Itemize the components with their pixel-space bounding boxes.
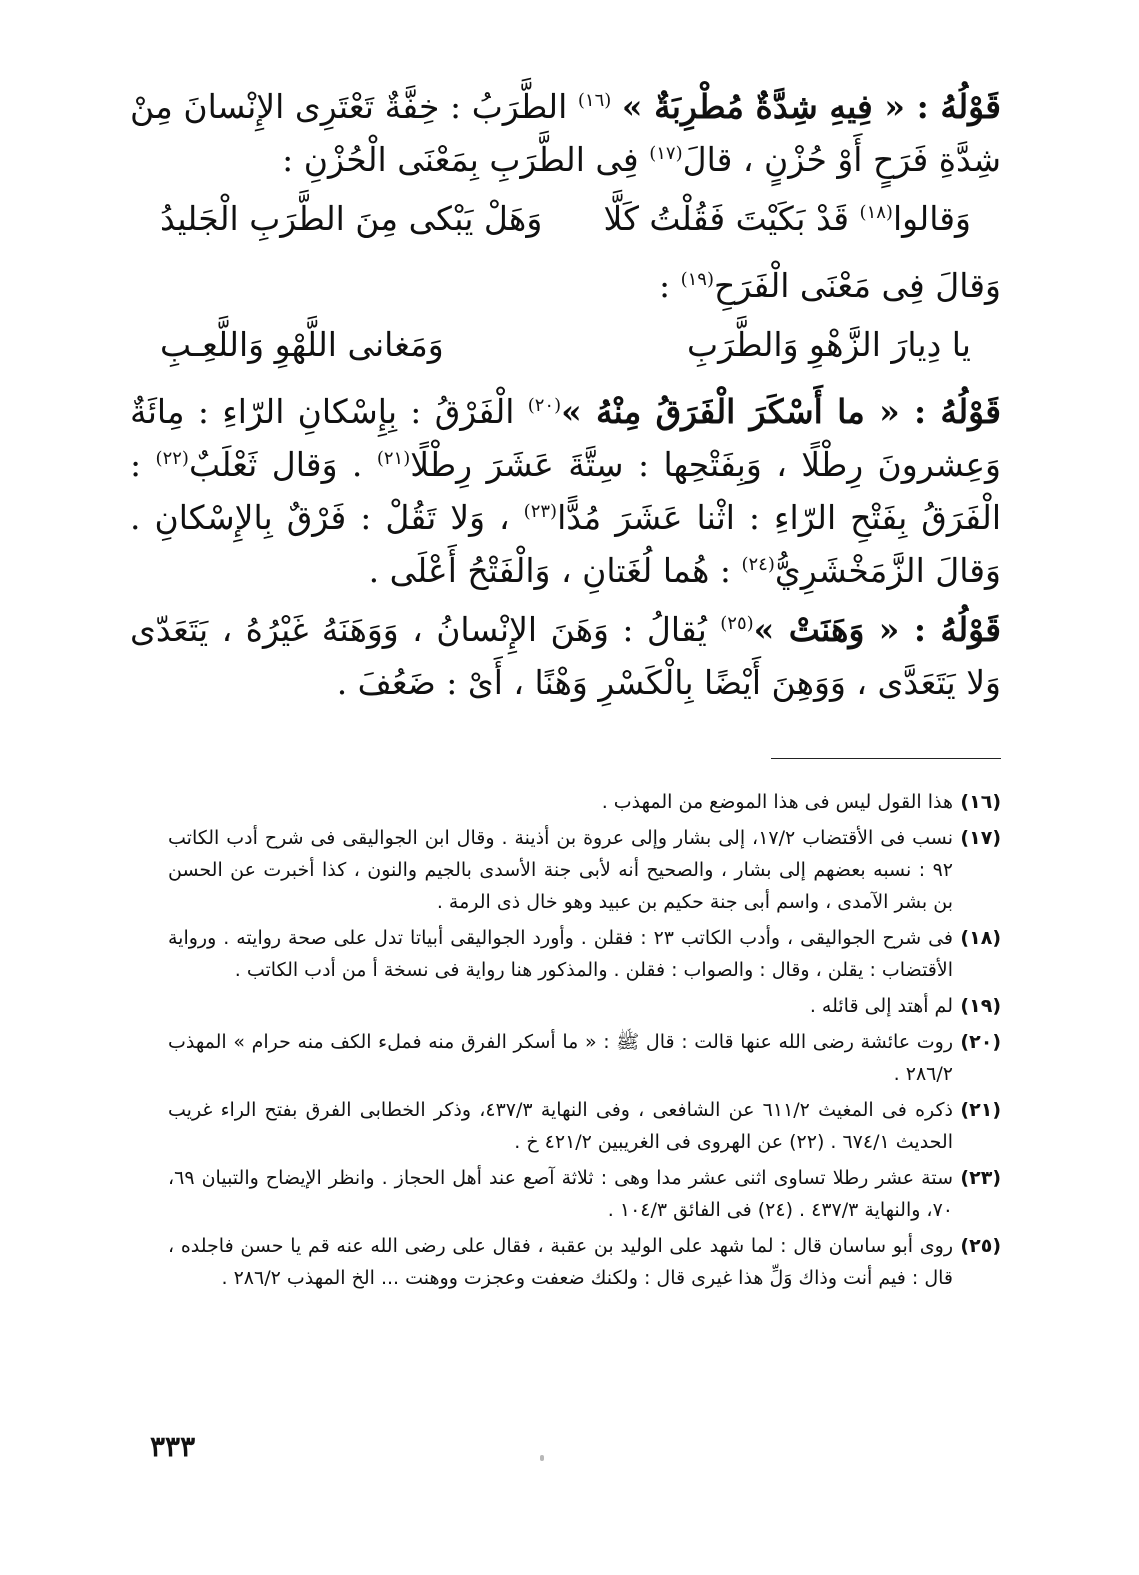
footnote-divider [771,758,1001,759]
footnote-text: نسب فى الأقتضاب ١٧/٢، إلى بشار وإلى عروة بن أذينة . وقال ابن الجواليقى فى شرح أدب الكاتب ٩٢ : نسبه بعضهم إلى بشار ، والصحيح أنه لأبى جنة الأسدى بالجيم والنون ، كذا أخبرت عن الحسن بن بشر الآمدى ، واسم أبى جنة حكيم بن عبيد وهو خال ذى الرمة . [168,827,954,913]
footnote-item [168,822,1001,918]
footnote-text: روت عائشة رضى الله عنها قالت : قال ﷺ : « ما أسكر الفرق منه فملء الكف منه حرام » المهذب ٢٨٦/٢ . [168,1031,953,1085]
footnote-item [168,1230,1001,1294]
footnote-ref: (٢٣) [523,501,558,522]
entry-paragraph-16 [130,80,1001,186]
verse-first-hemistich: وَقالوا$^{(١٨)}$ قَدْ بَكَيْتَ فَقُلْتُ كَلَّا [603,199,971,238]
footnote-ref: (٢٠) [527,395,562,416]
footnote-text: لم أهتد إلى قائله . [809,995,953,1017]
footnote-ref: (١٧) [649,143,683,164]
verse-line-1 [130,192,1001,245]
page-number: ٣٣٣ [150,1430,196,1463]
verse-intro: وَقالَ فِى مَعْنَى الْفَرَحِ$^{(١٩)}$ : [658,266,1001,305]
footnote-ref: (١٩) [680,269,715,290]
footnote-item [168,990,1001,1022]
footnote-text: ستة عشر رطلا تساوى اثنى عشر مدا وهى : ثلاثة آصع عند أهل الحجاز . وانظر الإيضاح والتبيان ٦٩، ٧٠، والنهاية ٤٣٧/٣ . (٢٤) فى الفائق ١٠٤/٣ . [168,1167,953,1221]
footnote-number: (١٩) [960,995,1001,1017]
footnote-item [168,786,1001,818]
entry-text: الطَّرَبُ : خِفَّةٌ تَعْتَرِى الإِنْسانَ مِنْ شِدَّةِ فَرَحٍ أَوْ حُزْنٍ ، قالَ [130,87,1001,179]
footnote-item [168,1094,1001,1158]
footnote-ref: (٢٥) [720,613,754,634]
verse-first-hemistich: يا دِيارَ الزَّهْوِ وَالطَّرَبِ [687,325,971,364]
footnote-item [168,922,1001,986]
footnote-text: هذا القول ليس فى هذا الموضع من المهذب . [601,791,953,813]
verse-second-hemistich: وَهَلْ يَبْكى مِنَ الطَّرَبِ الْجَليدُ [160,199,543,238]
footnote-number: (١٧) [960,827,1001,849]
entry-text: فِى الطَّرَبِ بِمَعْنَى الْحُزْنِ : [282,140,639,179]
footnote-ref: (٢٢) [155,448,189,469]
footnote-number: (٢٣) [960,1167,1001,1189]
scan-speck [540,1455,544,1461]
main-text [130,80,1001,709]
footnotes [168,786,1001,1298]
verse-line-2 [130,318,1001,371]
entry-paragraph-25: قَوْلُهُ : « وَهَنَتْ »$^{(٢٥)}$ يُقالُ : وَهَنَ الإِنْسانُ ، وَوَهَنَهُ غَيْرُهُ ، يَتَعَدّى وَلا يَتَعَدَّى ، وَوَهِنَ أَيْضًا بِالْكَسْرِ وَهْنًا ، أَىْ : ضَعُفَ . [130,610,1001,702]
footnote-number: (٢١) [960,1099,1001,1121]
footnote-ref: (١٨) [859,202,893,223]
footnote-number: (١٨) [960,927,1001,949]
verse-second-hemistich: وَمَغانى اللَّهْوِ وَاللَّعِـبِ [160,325,444,364]
footnote-number: (٢٥) [960,1235,1001,1257]
footnote-text: روى أبو ساسان قال : لما شهد على الوليد بن عقبة ، فقال على رضى الله عنه قم يا حسن فاجلده ، قال : فيم أنت وذاك وَلِّ هذا غيرى قال : ولكنك ضعفت وعجزت ووهنت ... الخ المهذب ٢٨٦/٢ . [168,1235,953,1289]
footnote-text: ذكره فى المغيث ٦١١/٢ عن الشافعى ، وفى النهاية ٤٣٧/٣، وذكر الخطابى الفرق بفتح الراء غريب الحديث ٦٧٤/١ . (٢٢) عن الهروى فى الغريبين ٤٢١/٢ خ . [168,1099,954,1153]
entry-lemma: قَوْلُهُ : « وَهَنَتْ » [753,610,1001,649]
footnote-item [168,1162,1001,1226]
entry-lemma: قَوْلُهُ : « فِيهِ شِدَّةٌ مُطْرِبَةٌ » [621,87,1001,126]
footnote-text: فى شرح الجواليقى ، وأدب الكاتب ٢٣ : فقلن . وأورد الجواليقى أبياتا تدل على صحة روايته . ورواية الأقتضاب : يقلن ، وقال : والصواب : فقلن . والمذكور هنا رواية فى نسخة أ من أدب الكاتب . [168,927,954,981]
entry-paragraph-20: قَوْلُهُ : « ما أَسْكَرَ الْفَرَقُ مِنْهُ »$^{(٢٠)}$ الْفَرْقُ : بِإِسْكانِ الرّاءِ : مِائَةٌ وَعِشرونَ رِطْلًا ، وَبِفَتْحِها : سِتَّةَ عَشَرَ رِطْلًا$^{(٢١)}$ . وَقال ثَعْلَبٌ$^{(٢٢)}$ : الْفَرَقُ بِفَتْحِ الرّاءِ : اثْنا عَشَرَ مُدًّا$^{(٢٣)}$ ، وَلا تَقُلْ : فَرْقٌ بِالإِسْكانِ . وَقالَ الزَّمَخْشَرِيُّ$^{(٢٤)}$ : هُما لُغَتانِ ، وَالْفَتْحُ أَعْلَى . [130,392,1001,590]
footnote-number: (١٦) [960,791,1001,813]
footnote-ref: (١٦) [577,90,612,111]
footnote-item [168,1026,1001,1090]
entry-lemma: قَوْلُهُ : « ما أَسْكَرَ الْفَرَقُ مِنْهُ » [561,392,1001,431]
footnote-number: (٢٠) [960,1031,1001,1053]
footnote-ref: (٢١) [376,448,411,469]
footnote-ref: (٢٤) [741,554,775,575]
